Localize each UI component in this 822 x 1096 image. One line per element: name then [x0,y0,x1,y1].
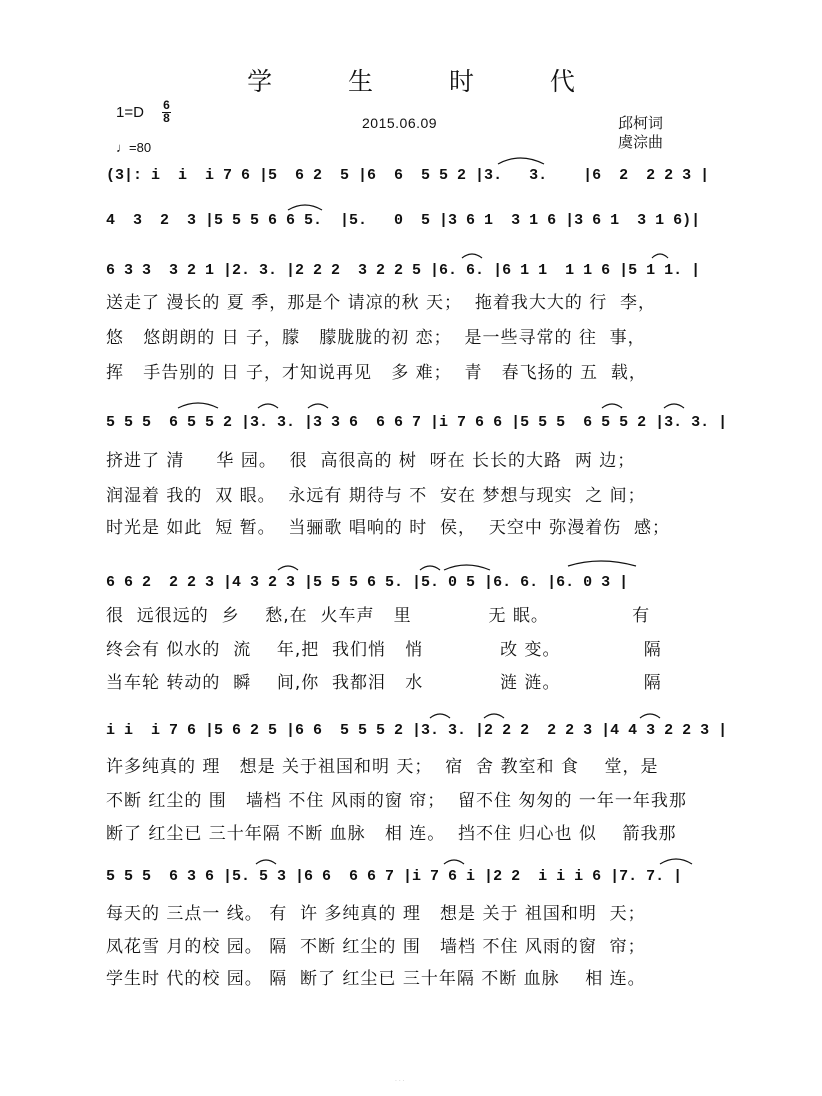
time-signature-bottom: 8 [163,111,170,125]
notation-line-2: 4 3 2 3 |5 5 5 6 6 5. |5. 0 5 |3 6 1 3 1 6 |3 6 1 3 1 6)| [106,212,701,229]
lyric-line: 终会有 似水的 流 年,把 我们悄 悄 改 变。 隔 [106,640,662,660]
tempo-marking: ♩=80 [116,140,152,155]
page-footer-dots: · · · [395,1078,405,1085]
lyric-line: 很 远很远的 乡 愁,在 火车声 里 无 眠。 有 [106,606,651,626]
lyric-line: 送走了 漫长的 夏 季，那是个 请凉的秋 天； 拖着我大大的 行 李， [106,293,657,313]
lyric-line: 当车轮 转动的 瞬 间,你 我都泪 水 涟 涟。 隔 [106,673,662,693]
lyric-line: 挥 手告别的 日 子，才知说再见 多 难； 青 春飞扬的 五 载， [106,363,647,383]
lyric-line: 润湿着 我的 双 眼。 永远有 期待与 不 安在 梦想与现实 之 间； [106,486,646,506]
lyric-line: 凤花雪 月的校 园。 隔 不断 红尘的 围 墙档 不住 风雨的窗 帘； [106,937,646,957]
notation-line-1: (3|: i i i 7 6 |5 6 2 5 |6 6 5 5 2 |3. 3. |6 2 2 2 3 | [106,167,710,184]
lyric-line: 挤进了 清 华 园。 很 高很高的 树 呀在 长长的大路 两 边； [106,451,636,471]
notation-line-5: 6 6 2 2 2 3 |4 3 2 3 |5 5 5 6 5. |5. 0 5 |6. 6. |6. 0 3 | [106,574,629,591]
notation-line-3: 6 3 3 3 2 1 |2. 3. |2 2 2 3 2 2 5 |6. 6. |6 1 1 1 1 6 |5 1 1. | [106,262,701,279]
lyric-line: 学生时 代的校 园。 隔 断了 红尘已 三十年隔 不断 血脉 相 连。 [106,969,646,989]
lyric-line: 不断 红尘的 围 墙档 不住 风雨的窗 帘； 留不住 匆匆的 一年一年我那 [106,791,687,811]
lyric-line: 悠 悠朗朗的 日 子，朦 朦胧胧的初 恋； 是一些寻常的 往 事， [106,328,646,348]
notation-line-4: 5 5 5 6 5 5 2 |3. 3. |3 3 6 6 6 7 |i 7 6 6 |5 5 5 6 5 5 2 |3. 3. | [106,414,728,431]
song-title: 学 生 时 代 [247,67,609,96]
lyric-line: 断了 红尘已 三十年隔 不断 血脉 相 连。 挡不住 归心也 似 箭我那 [106,824,677,844]
key-signature: 1=D [116,104,144,121]
composer-credit: 虞淙曲 [618,133,664,151]
lyric-line: 时光是 如此 短 暂。 当骊歌 唱响的 时 侯， 天空中 弥漫着伤 感； [106,518,671,538]
lyric-line: 每天的 三点一 线。 有 许 多纯真的 理 想是 关于 祖国和明 天； [106,904,646,924]
notation-line-6: i i i 7 6 |5 6 2 5 |6 6 5 5 5 2 |3. 3. |2 2 2 2 2 3 |4 4 3 2 2 3 | [106,722,728,739]
time-signature [162,100,171,124]
lyric-line: 许多纯真的 理 想是 关于祖国和明 天； 宿 舍 教室和 食 堂，是 [106,757,659,777]
composition-date: 2015.06.09 [362,115,438,131]
notation-line-7: 5 5 5 6 3 6 |5. 5 3 |6 6 6 6 7 |i 7 6 i |2 2 i i i 6 |7. 7. | [106,868,683,885]
lyricist-credit: 邱柯词 [618,114,664,132]
time-signature-top: 6 [163,98,170,112]
